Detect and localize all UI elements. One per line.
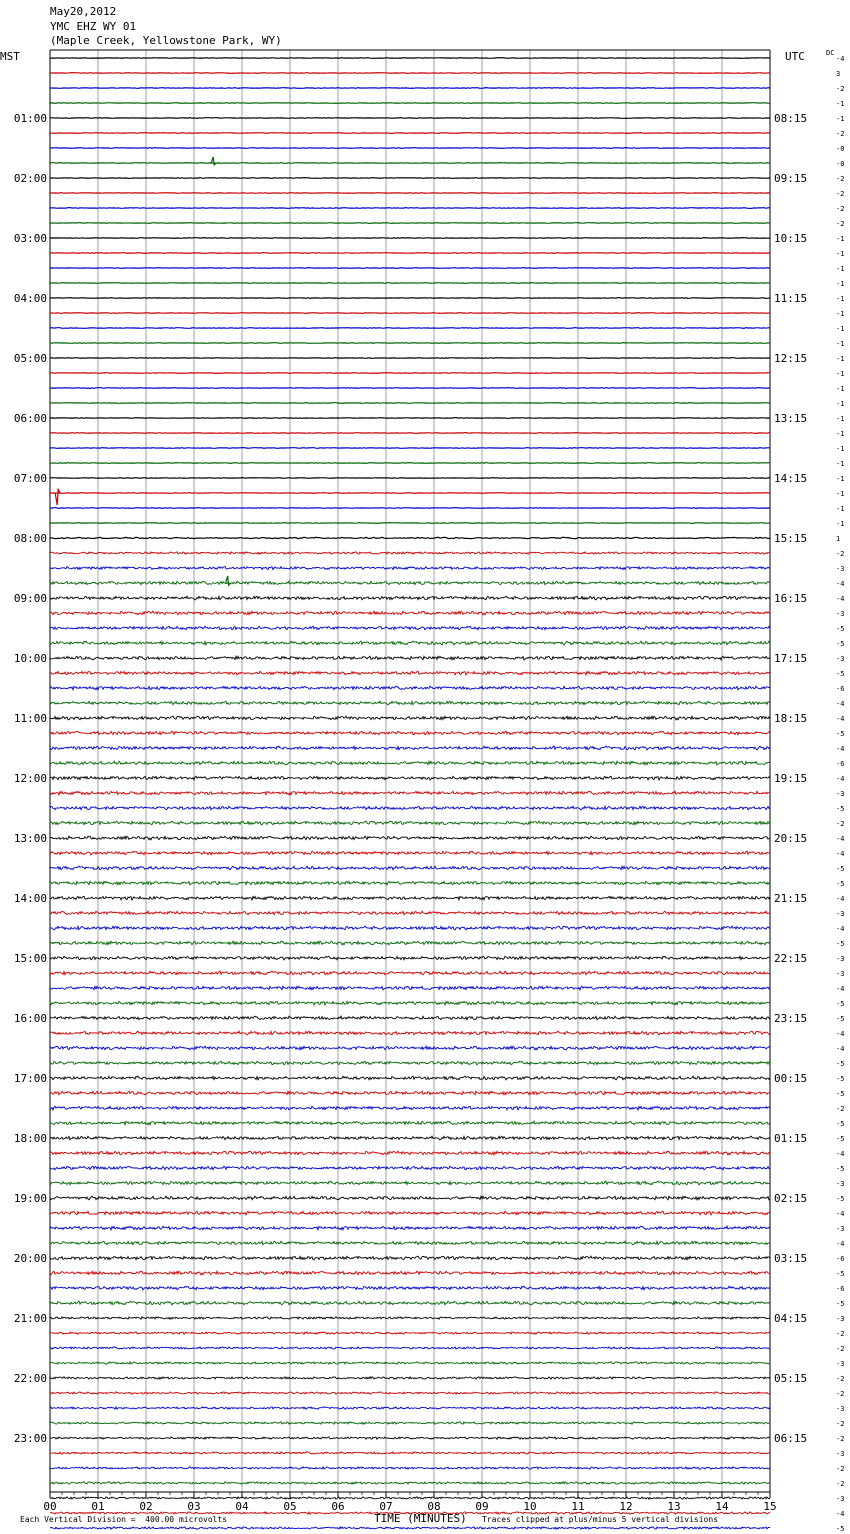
dc-offset-label: -1: [836, 280, 845, 288]
x-tick-label: 10: [523, 1500, 537, 1513]
seismic-trace: [50, 73, 770, 74]
seismic-trace: [50, 88, 770, 89]
dc-offset-label: -1: [836, 370, 845, 378]
seismic-trace: [50, 208, 770, 209]
seismic-trace: [50, 388, 770, 389]
dc-offset-label: -1: [836, 475, 845, 483]
right-hour-label: 06:15: [774, 1432, 808, 1445]
left-hour-label: 06:00: [13, 412, 47, 425]
dc-offset-label: -3: [836, 1360, 845, 1368]
x-tick-label: 03: [187, 1500, 201, 1513]
seismic-trace: [50, 358, 770, 359]
seismic-trace: [50, 268, 770, 269]
seismic-trace: [50, 1317, 770, 1319]
left-hour-label: 23:00: [13, 1432, 47, 1445]
dc-offset-label: -1: [836, 385, 845, 393]
x-tick-label: 05: [283, 1500, 297, 1513]
dc-offset-label: -2: [836, 85, 845, 93]
seismic-trace: [50, 433, 770, 434]
seismic-trace: [50, 671, 770, 675]
seismic-trace: [50, 463, 770, 464]
dc-offset-label: -4: [836, 580, 845, 588]
seismic-trace: [50, 283, 770, 284]
dc-offset-label: -3: [836, 955, 845, 963]
dc-offset-label: -2: [836, 1330, 845, 1338]
right-hour-label: 17:15: [774, 652, 808, 665]
dc-offset-label: -2: [836, 1105, 845, 1113]
left-hour-label: 11:00: [13, 712, 47, 725]
left-hour-label: 09:00: [13, 592, 47, 605]
seismic-trace: [50, 1196, 770, 1200]
dc-offset-label: -3: [836, 1225, 845, 1233]
seismic-trace: [50, 1151, 770, 1155]
seismic-trace: [50, 761, 770, 765]
dc-offset-label: -5: [836, 1060, 845, 1068]
dc-offset-label: -5: [836, 625, 845, 633]
right-hour-label: 16:15: [774, 592, 808, 605]
seismic-trace: [50, 1497, 770, 1500]
seismic-trace: [50, 328, 770, 329]
dc-offset-label: -4: [836, 1045, 845, 1053]
dc-offset-label: -3: [836, 565, 845, 573]
dc-offset-label: -5: [836, 640, 845, 648]
seismic-trace: [50, 178, 770, 179]
dc-offset-label: -4: [836, 700, 845, 708]
dc-offset-label: -5: [836, 1165, 845, 1173]
station-label: YMC EHZ WY 01: [50, 20, 137, 33]
seismic-trace: [50, 567, 770, 570]
dc-offset-label: -1: [836, 340, 845, 348]
seismic-trace: [50, 986, 770, 990]
dc-offset-label: -4: [836, 985, 845, 993]
seismic-trace: [50, 1031, 770, 1035]
x-tick-label: 12: [619, 1500, 633, 1513]
dc-offset-label: -5: [836, 940, 845, 948]
dc-offset-label: -2: [836, 550, 845, 558]
dc-offset-label: -1: [836, 505, 845, 513]
left-hour-label: 08:00: [13, 532, 47, 545]
seismic-trace: [50, 298, 770, 299]
x-tick-label: 15: [763, 1500, 777, 1513]
seismic-trace: [50, 791, 770, 795]
dc-offset-label: -4: [836, 1510, 845, 1518]
left-hour-label: 02:00: [13, 172, 47, 185]
dc-offset-label: -6: [836, 1285, 845, 1293]
dc-offset-label: -1: [836, 250, 845, 258]
scale-note: Each Vertical Division = 400.00 microvolts: [20, 1515, 228, 1524]
dc-offset-label: -4: [836, 1030, 845, 1038]
right-hour-label: 02:15: [774, 1192, 808, 1205]
x-tick-label: 08: [427, 1500, 441, 1513]
seismic-trace: [50, 253, 770, 254]
dc-offset-label: -1: [836, 355, 845, 363]
dc-offset-label: -3: [836, 970, 845, 978]
seismic-trace: [50, 1286, 770, 1290]
dc-offset-label: -4: [836, 925, 845, 933]
seismic-trace: [50, 1001, 770, 1005]
seismic-trace: [50, 1241, 770, 1245]
x-tick-label: 11: [571, 1500, 585, 1513]
x-tick-label: 00: [43, 1500, 57, 1513]
dc-offset-label: -3: [836, 910, 845, 918]
dc-offset-label: -5: [836, 1090, 845, 1098]
seismic-trace: [50, 1061, 770, 1065]
dc-offset-label: -5: [836, 880, 845, 888]
dc-offset-label: -2: [836, 1375, 845, 1383]
seismic-trace: [50, 1301, 770, 1305]
seismic-trace: [50, 193, 770, 194]
seismic-trace: [50, 626, 770, 630]
seismic-trace: [50, 163, 770, 164]
seismic-trace: [50, 776, 770, 780]
seismic-trace: [50, 373, 770, 374]
dc-offset-label: -1: [836, 460, 845, 468]
dc-offset-label: -3: [836, 655, 845, 663]
seismic-trace: [50, 1166, 770, 1170]
x-tick-label: 04: [235, 1500, 249, 1513]
seismic-trace: [50, 851, 770, 855]
dc-offset-label: -0: [836, 145, 845, 153]
right-hour-label: 11:15: [774, 292, 808, 305]
seismic-trace: [50, 1181, 770, 1185]
seismic-trace: [50, 836, 770, 840]
date-label: May20,2012: [50, 5, 117, 18]
seismic-trace: [50, 1256, 770, 1260]
seismic-trace: [50, 1527, 770, 1529]
seismic-trace: [50, 581, 770, 585]
seismic-trace: [50, 1211, 770, 1215]
seismic-trace: [50, 1407, 770, 1409]
x-tick-label: 13: [667, 1500, 681, 1513]
x-tick-label: 09: [475, 1500, 489, 1513]
seismic-trace: [50, 1091, 770, 1095]
seismic-trace: [50, 746, 770, 750]
seismic-trace: [50, 313, 770, 314]
seismic-trace: [50, 896, 770, 900]
left-hour-label: 12:00: [13, 772, 47, 785]
right-hour-label: 00:15: [774, 1072, 808, 1085]
dc-offset-label: -2: [836, 175, 845, 183]
dc-offset-label: -3: [836, 1180, 845, 1188]
dc-offset-label: -4: [836, 595, 845, 603]
dc-offset-label: -1: [836, 265, 845, 273]
seismic-trace: [50, 806, 770, 810]
right-hour-label: 19:15: [774, 772, 808, 785]
seismic-trace: [50, 701, 770, 705]
seismic-trace: [50, 552, 770, 554]
right-timezone-label: UTC: [785, 50, 805, 63]
right-hour-label: 09:15: [774, 172, 808, 185]
dc-offset-label: -1: [836, 295, 845, 303]
dc-offset-label: -5: [836, 1135, 845, 1143]
right-hour-label: 05:15: [774, 1372, 808, 1385]
dc-offset-label: -4: [836, 55, 845, 63]
seismic-trace: [50, 523, 770, 524]
right-hour-label: 13:15: [774, 412, 808, 425]
left-hour-label: 17:00: [13, 1072, 47, 1085]
seismic-trace: [50, 58, 770, 59]
seismic-trace: [50, 596, 770, 600]
right-hour-label: 01:15: [774, 1132, 808, 1145]
right-hour-label: 23:15: [774, 1012, 808, 1025]
seismic-trace: [50, 1452, 770, 1454]
left-timezone-label: MST: [0, 50, 20, 63]
dc-offset-label: -2: [836, 1435, 845, 1443]
seismic-trace: [50, 223, 770, 224]
seismic-trace: [50, 716, 770, 720]
dc-offset-label: -4: [836, 850, 845, 858]
dc-offset-label: -6: [836, 685, 845, 693]
left-hour-label: 14:00: [13, 892, 47, 905]
seismic-trace: [50, 941, 770, 945]
seismic-trace: [50, 881, 770, 885]
seismic-trace: [50, 403, 770, 404]
right-hour-label: 10:15: [774, 232, 808, 245]
right-hour-label: 20:15: [774, 832, 808, 845]
seismic-trace: [50, 493, 770, 494]
seismic-trace: [50, 343, 770, 344]
seismic-trace: [50, 1482, 770, 1485]
left-hour-label: 03:00: [13, 232, 47, 245]
left-hour-label: 01:00: [13, 112, 47, 125]
left-hour-label: 21:00: [13, 1312, 47, 1325]
dc-offset-label: -2: [836, 1390, 845, 1398]
dc-offset-label: -2: [836, 1480, 845, 1488]
seismic-trace: [50, 641, 770, 645]
location-label: (Maple Creek, Yellowstone Park, WY): [50, 34, 282, 47]
dc-offset-label: -5: [836, 1120, 845, 1128]
right-hour-label: 14:15: [774, 472, 808, 485]
seismic-trace: [50, 1136, 770, 1140]
dc-offset-label: -3: [836, 790, 845, 798]
seismic-trace: [50, 418, 770, 419]
seismic-trace: [50, 537, 770, 538]
x-tick-label: 14: [715, 1500, 729, 1513]
seismic-trace: [50, 1271, 770, 1275]
right-hour-label: 21:15: [774, 892, 808, 905]
seismic-trace: [50, 1377, 770, 1380]
dc-offset-label: -0: [836, 160, 845, 168]
dc-offset-label: -4: [836, 715, 845, 723]
dc-offset-label: -4: [836, 895, 845, 903]
dc-offset-label: 3: [836, 70, 841, 78]
seismic-trace: [50, 1392, 770, 1395]
seismic-trace: [50, 508, 770, 509]
x-tick-label: 06: [331, 1500, 345, 1513]
dc-offset-label: -5: [836, 865, 845, 873]
left-hour-label: 04:00: [13, 292, 47, 305]
x-tick-label: 07: [379, 1500, 393, 1513]
dc-offset-label: -4: [836, 835, 845, 843]
seismic-trace: [50, 133, 770, 134]
seismic-trace: [50, 1467, 770, 1470]
seismic-trace: [50, 731, 770, 735]
seismic-trace: [50, 656, 770, 660]
dc-offset-label: -5: [836, 670, 845, 678]
dc-offset-label: -5: [836, 1075, 845, 1083]
left-hour-label: 20:00: [13, 1252, 47, 1265]
dc-offset-label: -5: [836, 805, 845, 813]
seismic-trace: [50, 1437, 770, 1439]
seismic-trace: [50, 1046, 770, 1050]
right-hour-label: 22:15: [774, 952, 808, 965]
dc-offset-label: -5: [836, 1270, 845, 1278]
dc-offset-label: -1: [836, 490, 845, 498]
seismic-trace: [50, 866, 770, 870]
dc-offset-label: -1: [836, 430, 845, 438]
seismic-trace: [50, 1106, 770, 1110]
dc-offset-label: -2: [836, 820, 845, 828]
dc-offset-label: -1: [836, 235, 845, 243]
clip-note: Traces clipped at plus/minus 5 vertical divisions: [482, 1515, 719, 1524]
dc-offset-label: -2: [836, 220, 845, 228]
seismic-trace: [50, 478, 770, 479]
dc-offset-label: -3: [836, 1405, 845, 1413]
dc-offset-label: -1: [836, 415, 845, 423]
left-hour-label: 18:00: [13, 1132, 47, 1145]
left-hour-label: 05:00: [13, 352, 47, 365]
right-hour-label: 04:15: [774, 1312, 808, 1325]
dc-offset-label: -5: [836, 1525, 845, 1533]
seismic-trace: [50, 238, 770, 239]
dc-offset-label: -2: [836, 1345, 845, 1353]
dc-offset-label: -1: [836, 310, 845, 318]
dc-offset-label: -3: [836, 1495, 845, 1503]
dc-offset-label: -2: [836, 1420, 845, 1428]
dc-offset-label: -3: [836, 1315, 845, 1323]
dc-offset-label: -4: [836, 1210, 845, 1218]
x-axis-title: TIME (MINUTES): [374, 1512, 467, 1525]
seismic-trace: [50, 911, 770, 915]
left-hour-label: 10:00: [13, 652, 47, 665]
seismic-trace: [50, 956, 770, 960]
dc-offset-label: -4: [836, 1150, 845, 1158]
left-hour-label: 13:00: [13, 832, 47, 845]
seismic-trace: [50, 1076, 770, 1080]
seismic-trace: [50, 686, 770, 690]
seismic-trace: [50, 103, 770, 104]
seismic-trace: [50, 1016, 770, 1020]
left-hour-label: 22:00: [13, 1372, 47, 1385]
seismic-trace: [50, 1226, 770, 1230]
seismic-trace: [50, 1422, 770, 1424]
dc-offset-label: -3: [836, 1450, 845, 1458]
dc-offset-label: -6: [836, 1255, 845, 1263]
dc-offset-label: -5: [836, 1000, 845, 1008]
right-hour-label: 03:15: [774, 1252, 808, 1265]
seismic-trace: [50, 1332, 770, 1334]
dc-offset-label: -1: [836, 325, 845, 333]
seismic-trace: [50, 821, 770, 825]
dc-label: DC: [826, 49, 835, 57]
dc-offset-label: -4: [836, 775, 845, 783]
dc-offset-label: -1: [836, 445, 845, 453]
dc-offset-label: -5: [836, 730, 845, 738]
seismic-trace: [50, 971, 770, 975]
dc-offset-label: -1: [836, 520, 845, 528]
dc-offset-label: -2: [836, 130, 845, 138]
right-hour-label: 15:15: [774, 532, 808, 545]
dc-offset-label: -6: [836, 760, 845, 768]
seismic-trace: [50, 1121, 770, 1125]
dc-offset-label: -5: [836, 1195, 845, 1203]
x-tick-label: 01: [91, 1500, 105, 1513]
left-hour-label: 19:00: [13, 1192, 47, 1205]
dc-offset-label: -2: [836, 1465, 845, 1473]
right-hour-label: 18:15: [774, 712, 808, 725]
dc-offset-label: -1: [836, 400, 845, 408]
seismic-trace: [50, 611, 770, 615]
dc-offset-label: 1: [836, 535, 841, 543]
seismic-trace: [50, 926, 770, 930]
left-hour-label: 16:00: [13, 1012, 47, 1025]
seismic-trace: [50, 148, 770, 149]
dc-offset-label: -1: [836, 100, 845, 108]
dc-offset-label: -2: [836, 205, 845, 213]
seismic-trace: [50, 1347, 770, 1349]
dc-offset-label: -1: [836, 115, 845, 123]
x-tick-label: 02: [139, 1500, 153, 1513]
dc-offset-label: -2: [836, 190, 845, 198]
dc-offset-label: -5: [836, 1300, 845, 1308]
seismic-trace: [50, 118, 770, 119]
seismic-trace: [50, 448, 770, 449]
seismic-trace: [50, 1362, 770, 1365]
right-hour-label: 08:15: [774, 112, 808, 125]
left-hour-label: 07:00: [13, 472, 47, 485]
seismic-event: [211, 157, 216, 165]
seismic-event: [55, 489, 60, 505]
dc-offset-label: -4: [836, 1240, 845, 1248]
dc-offset-label: -4: [836, 745, 845, 753]
right-hour-label: 12:15: [774, 352, 808, 365]
dc-offset-label: -5: [836, 1015, 845, 1023]
left-hour-label: 15:00: [13, 952, 47, 965]
dc-offset-label: -3: [836, 610, 845, 618]
